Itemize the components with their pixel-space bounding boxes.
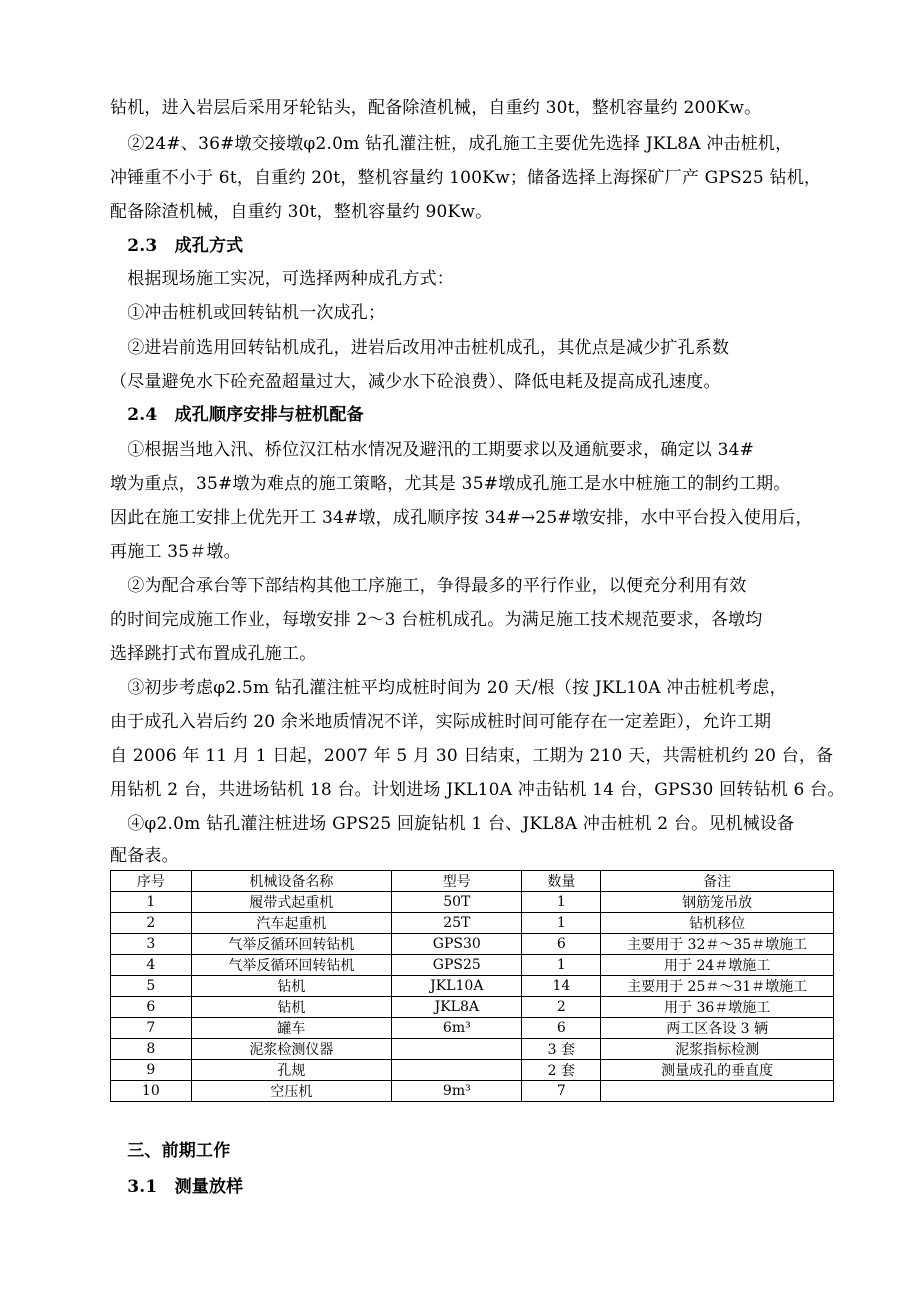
paragraph-line: ④φ2.0m 钻孔灌注桩进场 GPS25 回旋钻机 1 台、JKL8A 冲击桩机 2 台。见机械设备 [110, 814, 795, 834]
table-cell: 主要用于 25＃～31＃墩施工 [601, 976, 834, 997]
table-cell [392, 1060, 522, 1081]
table-cell: 2 套 [522, 1060, 601, 1081]
table-cell: 3 [111, 934, 192, 955]
table-cell: 罐车 [191, 1018, 392, 1039]
table-cell: 孔规 [191, 1060, 392, 1081]
table-row [111, 1081, 834, 1102]
header-cell: 机械设备名称 [191, 871, 392, 892]
table-cell: JKL8A [392, 997, 522, 1018]
table-row [111, 976, 834, 997]
table-cell: 气举反循环回转钻机 [191, 955, 392, 976]
table-cell: 泥浆检测仪器 [191, 1039, 392, 1060]
table-cell: JKL10A [392, 976, 522, 997]
paragraph-line: 的时间完成施工作业，每墩安排 2～3 台桩机成孔。为满足施工技术规范要求，各墩均 [110, 610, 763, 630]
table-cell: 9 [111, 1060, 192, 1081]
table-cell: 履带式起重机 [191, 892, 392, 913]
table-cell: 钻机移位 [601, 913, 834, 934]
table-row [111, 955, 834, 976]
paragraph-line: ①冲击桩机或回转钻机一次成孔； [110, 303, 386, 323]
paragraph-line: 自 2006 年 11 月 1 日起，2007 年 5 月 30 日结束，工期为 210 天，共需桩机约 20 台，备 [110, 746, 834, 766]
table-cell [601, 1081, 834, 1102]
table-cell: 3 套 [522, 1039, 601, 1060]
table-cell: 钻机 [191, 997, 392, 1018]
table-cell: 两工区各设 3 辆 [601, 1018, 834, 1039]
paragraph-line: 选择跳打式布置成孔施工。 [110, 644, 317, 664]
table-cell: 14 [522, 976, 601, 997]
table-row [111, 1060, 834, 1081]
table-cell: 钢筋笼吊放 [601, 892, 834, 913]
header-cell: 型号 [392, 871, 522, 892]
equipment-table [110, 870, 834, 1102]
table-cell: 1 [522, 892, 601, 913]
table-cell: 50T [392, 892, 522, 913]
section-heading-3: 三、前期工作 [110, 1141, 231, 1161]
table-header-row [111, 871, 834, 892]
table-cell: 6m³ [392, 1018, 522, 1039]
paragraph-line: ③初步考虑φ2.5m 钻孔灌注桩平均成桩时间为 20 天/根（按 JKL10A 冲击桩机考虑， [110, 678, 787, 698]
table-cell: 6 [522, 1018, 601, 1039]
paragraph-line: 由于成孔入岩后约 20 余米地质情况不详，实际成桩时间可能存在一定差距），允许工期 [110, 712, 772, 732]
paragraph-line: 配备除渣机械，自重约 30t，整机容量约 90Kw。 [110, 202, 493, 222]
table-cell [392, 1039, 522, 1060]
table-cell: 主要用于 32＃～35＃墩施工 [601, 934, 834, 955]
section-heading-3-1: 3.1 测量放样 [110, 1177, 244, 1197]
paragraph-line: 钻机，进入岩层后采用牙轮钻头，配备除渣机械，自重约 30t，整机容量约 200Kw。 [110, 98, 762, 118]
table-cell: 7 [111, 1018, 192, 1039]
table-cell: 10 [111, 1081, 192, 1102]
table-cell: 9m³ [392, 1081, 522, 1102]
header-cell: 备注 [601, 871, 834, 892]
table-row [111, 1039, 834, 1060]
table-cell: 用于 24＃墩施工 [601, 955, 834, 976]
paragraph-line: （尽量避免水下砼充盈超量过大，减少水下砼浪费）、降低电耗及提高成孔速度。 [110, 372, 721, 392]
table-cell: 1 [111, 892, 192, 913]
paragraph-line: 墩为重点，35#墩为难点的施工策略，尤其是 35#墩成孔施工是水中桩施工的制约工期。 [110, 474, 791, 494]
table-row [111, 997, 834, 1018]
table-cell: 8 [111, 1039, 192, 1060]
table-cell: GPS30 [392, 934, 522, 955]
table-cell: 6 [522, 934, 601, 955]
table-row [111, 913, 834, 934]
table-cell: 6 [111, 997, 192, 1018]
header-cell: 序号 [111, 871, 192, 892]
table-row [111, 1018, 834, 1039]
paragraph-line: ②24#、36#墩交接墩φ2.0m 钻孔灌注桩，成孔施工主要优先选择 JKL8A 冲击桩机， [110, 134, 793, 154]
table-cell: 7 [522, 1081, 601, 1102]
table-cell: 汽车起重机 [191, 913, 392, 934]
table-cell: GPS25 [392, 955, 522, 976]
section-heading-2-3: 2.3 成孔方式 [110, 236, 244, 256]
section-heading-2-4: 2.4 成孔顺序安排与桩机配备 [110, 405, 364, 425]
table-cell: 2 [111, 913, 192, 934]
table-cell: 1 [522, 955, 601, 976]
table-cell: 钻机 [191, 976, 392, 997]
paragraph-line: 配备表。 [110, 846, 179, 866]
table-cell: 2 [522, 997, 601, 1018]
table-cell: 泥浆指标检测 [601, 1039, 834, 1060]
table-cell: 气举反循环回转钻机 [191, 934, 392, 955]
table-cell: 测量成孔的垂直度 [601, 1060, 834, 1081]
table-cell: 用于 36＃墩施工 [601, 997, 834, 1018]
table-cell: 1 [522, 913, 601, 934]
paragraph-line: ②进岩前选用回转钻机成孔，进岩后改用冲击桩机成孔，其优点是减少扩孔系数 [110, 338, 730, 358]
paragraph-line: 根据现场施工实况，可选择两种成孔方式： [110, 269, 454, 289]
paragraph-line: 冲锤重不小于 6t，自重约 20t，整机容量约 100Kw；储备选择上海探矿厂产 GPS25 钻机， [110, 168, 822, 188]
table-cell: 5 [111, 976, 192, 997]
paragraph-line: ①根据当地入汛、桥位汉江枯水情况及避汛的工期要求以及通航要求，确定以 34# [110, 440, 755, 460]
paragraph-line: 再施工 35＃墩。 [110, 542, 241, 562]
paragraph-line: 因此在施工安排上优先开工 34#墩，成孔顺序按 34#→25#墩安排，水中平台投入使用后， [110, 508, 813, 528]
table-cell: 4 [111, 955, 192, 976]
table-cell: 25T [392, 913, 522, 934]
header-cell: 数量 [522, 871, 601, 892]
paragraph-line: 用钻机 2 台，共进场钻机 18 台。计划进场 JKL10A 冲击钻机 14 台，GPS30 回转钻机 6 台。 [110, 780, 845, 800]
table-cell: 空压机 [191, 1081, 392, 1102]
paragraph-line: ②为配合承台等下部结构其他工序施工，争得最多的平行作业，以便充分利用有效 [110, 576, 747, 596]
table-row [111, 934, 834, 955]
table-row [111, 892, 834, 913]
